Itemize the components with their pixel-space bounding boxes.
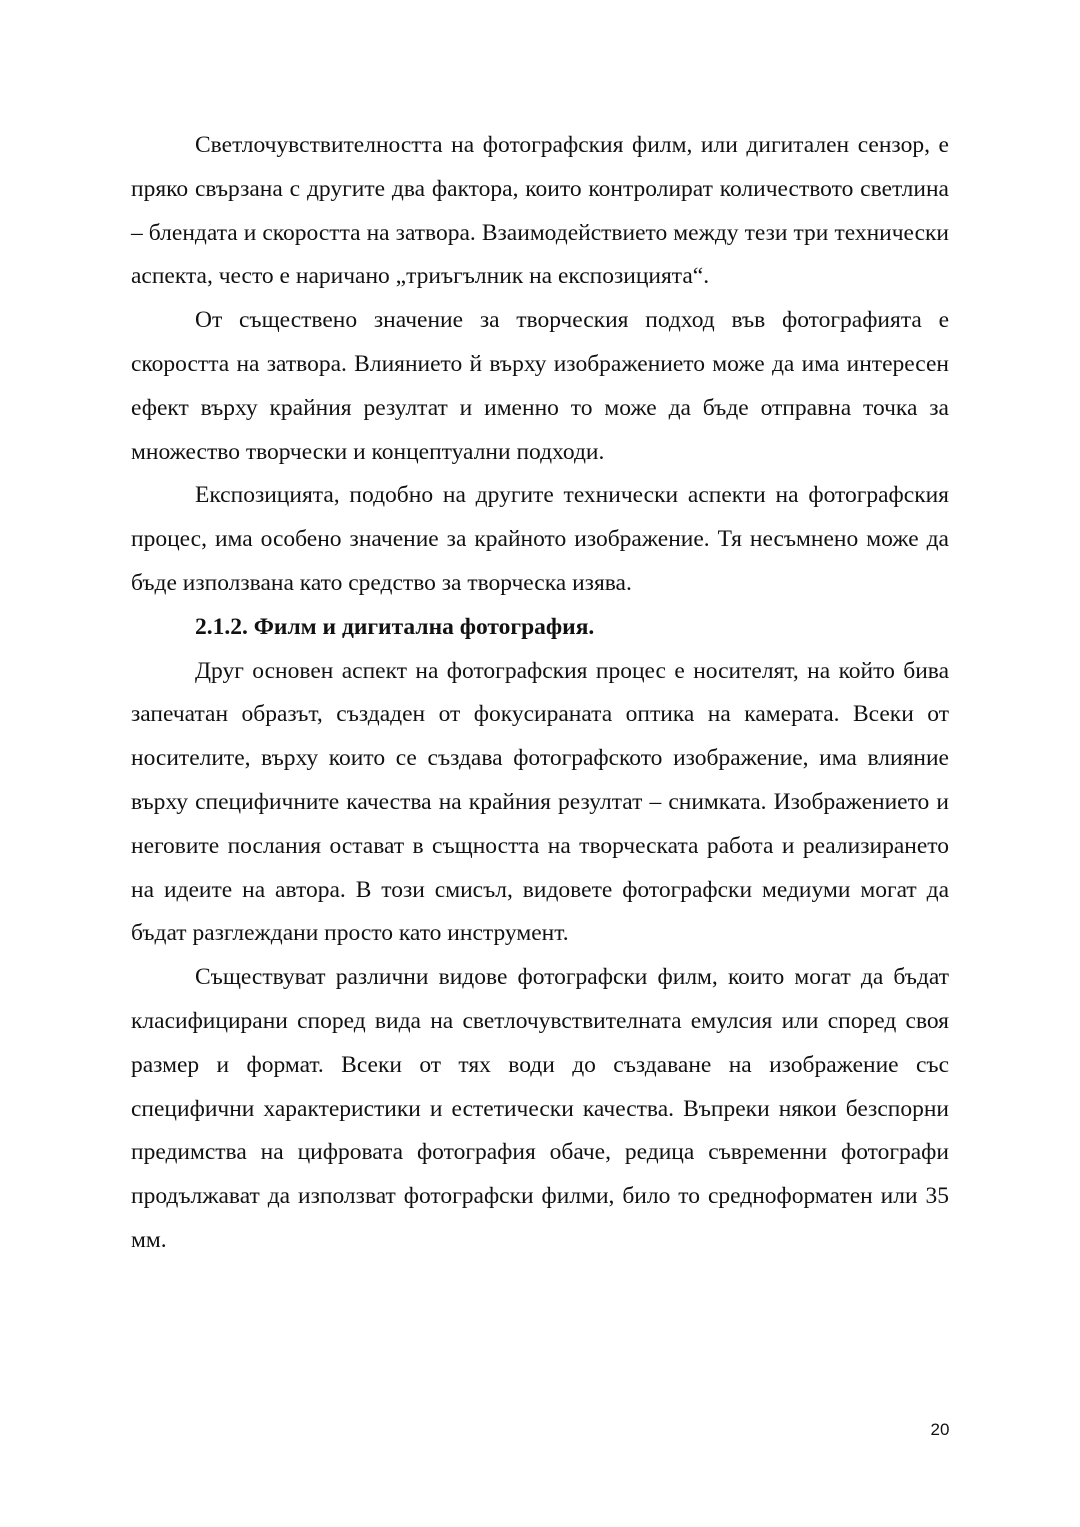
paragraph-shutter-speed: От съществено значение за творческия подход във фотографията е скоростта на затвора. Влиянието й върху изображението може да има интересен ефект върху крайния резултат и именно то може да бъде отправна точка за множество творчески и концептуални подходи. xyxy=(131,307,949,465)
page-number: 20 xyxy=(930,1420,950,1439)
paragraph-exposure: Експозицията, подобно на другите технически аспекти на фотографския процес, има особено значение за крайното изображение. Тя несъмнено може да бъде използвана като средство за творческа изява. xyxy=(131,482,949,596)
paragraph-exposure-triangle: Светлочувствителността на фотографския филм, или дигитален сензор, е пряко свързана с другите два фактора, които контролират количеството светлина – блендата и скоростта на затвора. Взаимодействието между тези три технически аспекта, често е наричано „триъгълник на експозицията“. xyxy=(131,132,949,290)
paragraph-film-types: Съществуват различни видове фотографски филм, които могат да бъдат класифицирани според вида на светлочувствителната емулсия или според своя размер и формат. Всеки от тях води до създаване на изображение със специфични характеристики и естетически качества. Въпреки някои безспорни предимства на цифровата фотография обаче, редица съвременни фотографи продължават да използват фотографски филми, било то средноформатен или 35 мм. xyxy=(131,964,949,1253)
body-text xyxy=(131,124,949,1263)
section-heading: 2.1.2. Филм и дигитална фотография. xyxy=(195,613,595,640)
paragraph-medium: Друг основен аспект на фотографския процес е носителят, на който бива запечатан образът, създаден от фокусираната оптика на камерата. Всеки от носителите, върху които се създава фотографското изображение, има влияние върху специфичните качества на крайния резултат – снимката. Изображението и неговите послания остават в същността на творческата работа и реализирането на идеите на автора. В този смисъл, видовете фотографски медиуми могат да бъдат разглеждани просто като инструмент. xyxy=(131,657,949,947)
